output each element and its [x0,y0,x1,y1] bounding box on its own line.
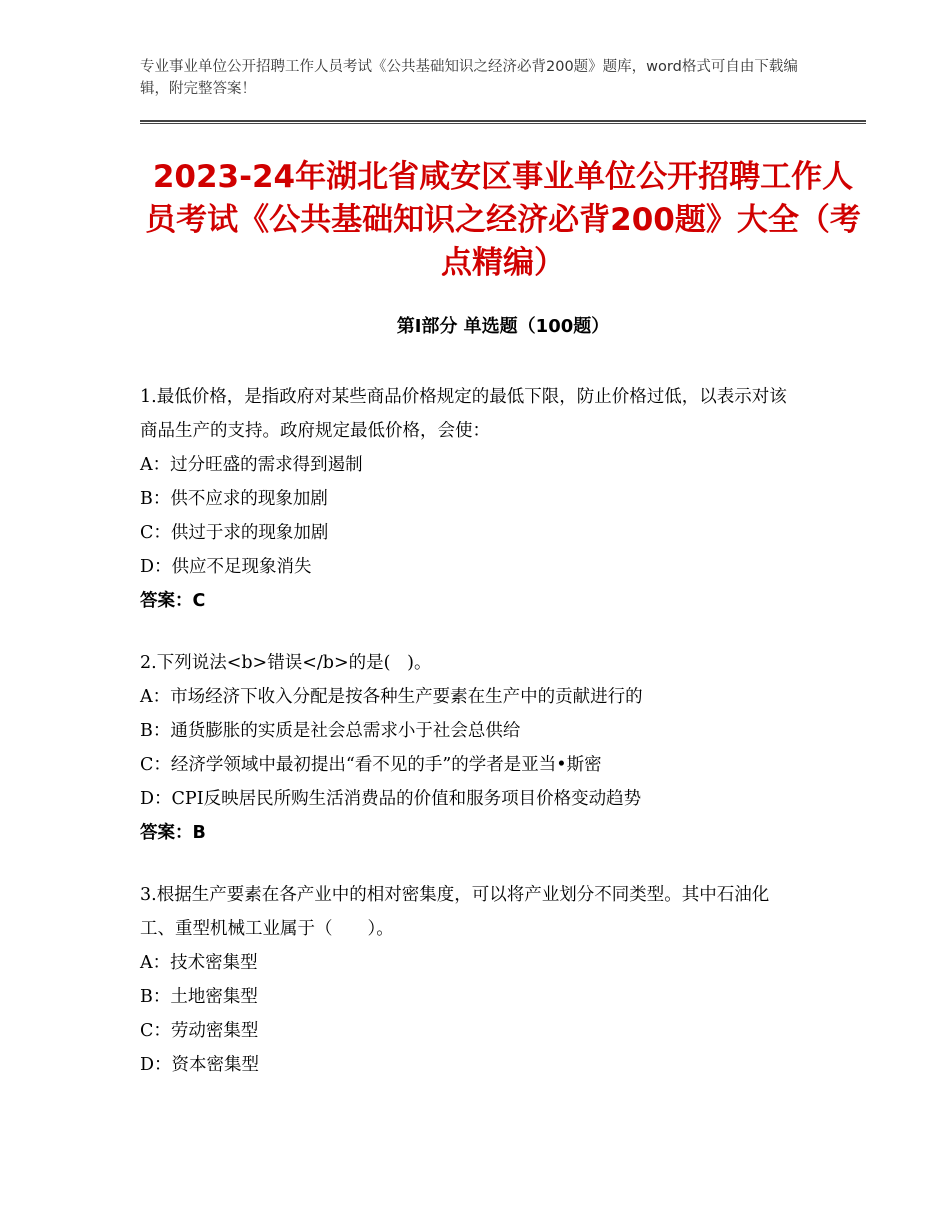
question-stem: 1.最低价格，是指政府对某些商品价格规定的最低下限，防止价格过低，以表示对该商品生产的支持。政府规定最低价格，会使： [140,387,787,441]
question-stem: 3.根据生产要素在各产业中的相对密集度，可以将产业划分不同类型。其中石油化工、重型机械工业属于（ ）。 [140,885,770,939]
option-d: D：CPI反映居民所购生活消费品的价值和服务项目价格变动趋势 [140,789,642,809]
option-b: B：通货膨胀的实质是社会总需求小于社会总供给 [140,721,521,741]
question-2 [140,646,800,850]
option-a: A：技术密集型 [140,953,258,973]
header-divider [140,120,866,124]
question-stem: 2.下列说法<b>错误</b>的是( )。 [140,653,432,673]
option-c: C：供过于求的现象加剧 [140,523,329,543]
option-d: D：资本密集型 [140,1055,260,1075]
question-1 [140,380,800,618]
section-title: 第I部分 单选题（100题） [396,316,610,337]
question-3 [140,878,800,1082]
option-a: A：过分旺盛的需求得到遏制 [140,455,363,475]
option-c: C：劳动密集型 [140,1021,259,1041]
header-note: 专业事业单位公开招聘工作人员考试《公共基础知识之经济必背200题》题库，word格式可自由下载编辑，附完整答案！ [140,59,798,97]
option-c: C：经济学领域中最初提出“看不见的手”的学者是亚当•斯密 [140,755,602,775]
option-b: B：土地密集型 [140,987,258,1007]
option-b: B：供不应求的现象加剧 [140,489,328,509]
option-d: D：供应不足现象消失 [140,557,312,577]
answer: 答案：C [140,591,206,611]
question-list [140,380,800,1110]
option-a: A：市场经济下收入分配是按各种生产要素在生产中的贡献进行的 [140,687,643,707]
document-title: 2023-24年湖北省咸安区事业单位公开招聘工作人员考试《公共基础知识之经济必背200题》大全（考点精编） [145,159,861,281]
answer: 答案：B [140,823,206,843]
